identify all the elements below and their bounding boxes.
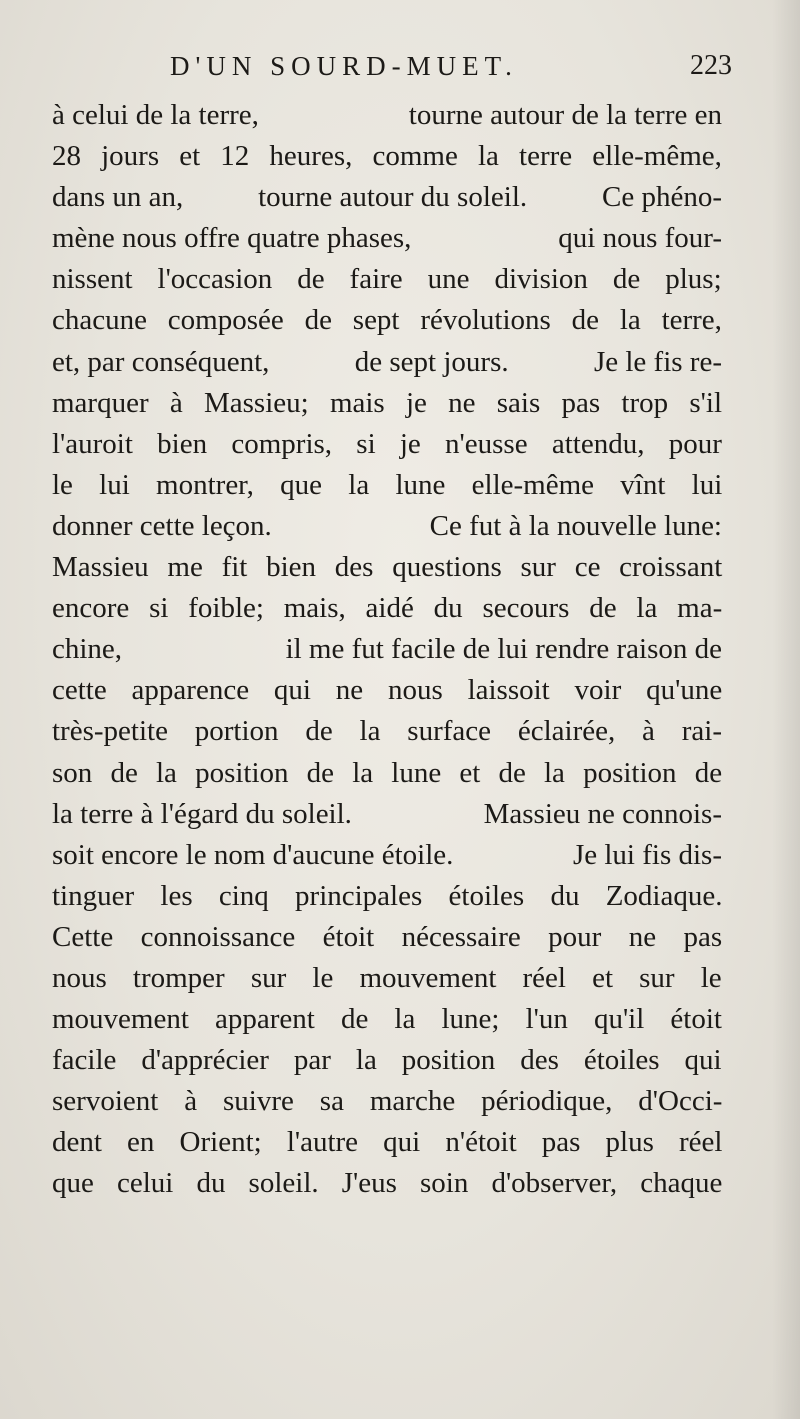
text-line [52,917,722,958]
text-segment: le lui montrer, que la lune elle-même vînt lui [52,468,723,501]
text-segment: tourne autour du soleil. [258,181,528,214]
text-segment: marquer à Massieu; mais je ne sais pas trop s'il [52,386,723,419]
text-line [52,218,722,259]
text-segment: tinguer les cinq principales étoiles du Zodiaque. [52,879,723,912]
text-segment: dans un an, [52,181,184,214]
text-line [52,629,722,670]
text-line [52,753,722,794]
text-line [52,1122,722,1163]
text-line [52,670,722,711]
text-segment: Je le fis re- [593,345,722,378]
text-segment: Ce fut à la nouvelle lune: [429,509,722,542]
text-segment: soit encore le nom d'aucune étoile. [52,838,454,871]
text-segment: Je lui fis dis- [572,838,722,871]
text-segment: son de la position de la lune et de la position de [52,756,723,789]
text-segment: donner cette leçon. [52,509,272,542]
text-line [52,177,722,218]
text-line [52,383,722,424]
text-segment: que celui du soleil. J'eus soin d'observer, chaque [52,1167,723,1200]
text-line [52,547,722,588]
text-line [52,95,722,136]
text-segment: tourne autour de la terre en [408,99,722,131]
text-line [52,424,722,465]
text-line [52,588,722,629]
text-segment: mouvement apparent de la lune; l'un qu'il étoit [52,1003,722,1036]
text-segment: facile d'apprécier par la position des étoiles qui [52,1044,722,1077]
text-line [52,342,722,383]
text-segment: dent en Orient; l'autre qui n'étoit pas plus réel [52,1126,723,1159]
text-segment: à celui de la terre, [52,99,259,131]
text-segment: nissent l'occasion de faire une division de plus; [52,263,722,296]
text-segment: mène nous offre quatre phases, [52,222,412,255]
text-segment: Massieu ne connois- [483,797,722,830]
text-line [52,136,722,177]
page-number: 223 [690,50,732,81]
text-segment: Massieu me fit bien des questions sur ce croissant [52,551,723,584]
text-segment: nous tromper sur le mouvement réel et sur le [52,961,722,994]
text-line [52,465,722,506]
running-title: D'UN SOURD-MUET. [170,51,518,81]
text-segment: encore si foible; mais, aidé du secours de la ma- [52,592,723,625]
text-segment: chine, [52,633,123,666]
text-line [52,259,722,300]
text-segment: chacune composée de sept révolutions de la terre, [52,304,722,337]
page-edge-shadow [772,0,800,1419]
body-text [52,95,722,1205]
text-segment: cette apparence qui ne nous laissoit voir qu'une [52,674,723,707]
text-line [52,999,722,1040]
text-segment: de sept jours. [354,345,509,378]
text-segment: 28 jours et 12 heures, comme la terre elle-même, [52,140,722,173]
text-segment: et, par conséquent, [52,345,270,378]
text-segment: l'auroit bien compris, si je n'eusse attendu, pour [52,427,722,460]
text-line [52,1081,722,1122]
text-line [52,1163,722,1204]
text-line [52,711,722,752]
text-line [52,506,722,547]
text-segment: Cette connoissance étoit nécessaire pour ne pas [52,920,723,953]
text-line [52,300,722,341]
text-line [52,835,722,876]
text-segment: qui nous four- [558,222,722,255]
running-head [52,46,732,86]
text-segment: servoient à suivre sa marche périodique, d'Occi- [52,1085,723,1118]
text-line [52,958,722,999]
text-segment: il me fut facile de lui rendre raison de [285,633,722,666]
text-segment: Ce phéno- [601,181,722,214]
text-segment: la terre à l'égard du soleil. [52,797,352,830]
text-line [52,876,722,917]
text-line [52,1040,722,1081]
text-segment: très-petite portion de la surface éclairée, à rai- [52,715,722,748]
text-line [52,794,722,835]
